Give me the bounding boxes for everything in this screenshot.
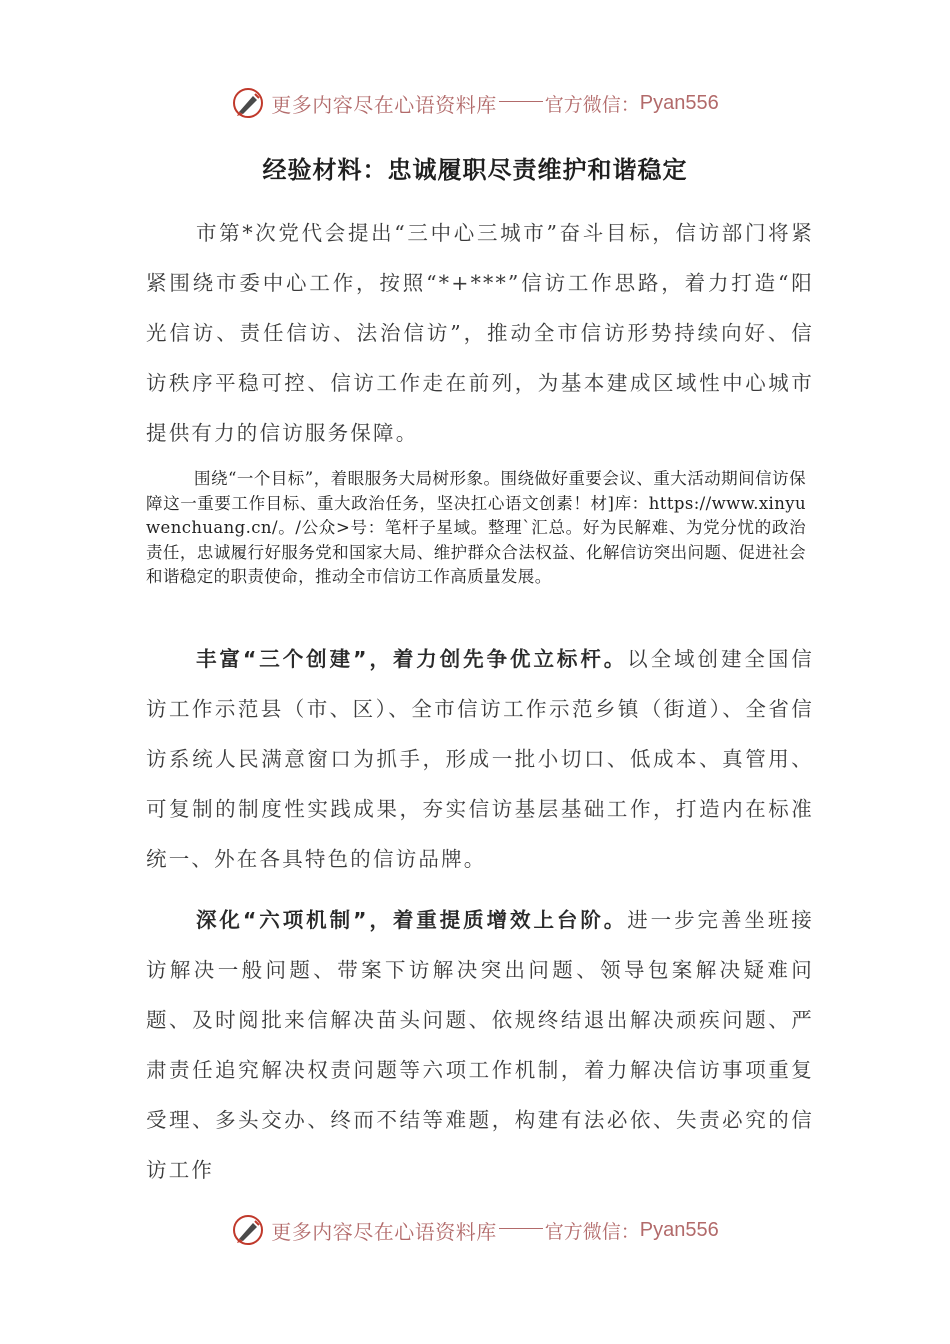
document-title: 经验材料：忠诚履职尽责维护和谐稳定 bbox=[262, 156, 688, 184]
paragraph-creation bbox=[146, 634, 814, 884]
banner-dash bbox=[499, 1228, 543, 1229]
footer-banner bbox=[0, 1210, 950, 1250]
paragraph-intro: 市第*次党代会提出“三中心三城市”奋斗目标，信访部门将紧紧围绕市委中心工作，按照“*+***”信访工作思路，着力打造“阳光信访、责任信访、法治信访”，推动全市信访形势持续向好、信访秩序平稳可控、信访工作走在前列，为基本建成区域性中心城市提供有力的信访服务保障。 bbox=[146, 221, 814, 445]
banner-text: 更多内容尽在心语资料库 bbox=[271, 92, 497, 117]
banner-wechat-id: Pyan556 bbox=[639, 91, 719, 114]
header-banner bbox=[0, 83, 950, 123]
paragraph-mechanism-body: 进一步完善坐班接访解决一般问题、带案下访解决突出问题、领导包案解决疑难问题、及时阅批来信解决苗头问题、依规终结退出解决顽疾问题、严肃责任追究解决权责问题等六项工作机制，着力解决信访事项重复受理、多头交办、终而不结等难题，构建有法必依、失责必究的信访工作 bbox=[146, 908, 814, 1182]
paragraph-goal: 围绕“一个目标”，着眼服务大局树形象。围绕做好重要会议、重大活动期间信访保障这一重要工作目标、重大政治任务，坚决扛心语文创素！材]库：https://www.xinyuwenchuang.cn/。/公众>号：笔杆子星域。整理`汇总。好为民解难、为党分忧的政治责任，忠诚履行好服务党和国家大局、维护群众合法权益、化解信访突出问题、促进社会和谐稳定的职责使命，推动全市信访工作高质量发展。 bbox=[146, 469, 806, 586]
paragraph-creation-lead: 丰富“三个创建”，着力创先争优立标杆。 bbox=[196, 647, 628, 671]
banner-wechat-id: Pyan556 bbox=[639, 1218, 719, 1241]
pen-nib-logo-icon bbox=[231, 86, 265, 120]
banner-dash bbox=[499, 101, 543, 102]
banner-wechat-label: 官方微信： bbox=[544, 93, 640, 116]
banner-wechat-label: 官方微信： bbox=[544, 1220, 640, 1243]
pen-nib-logo-icon bbox=[231, 1213, 265, 1247]
banner-text: 更多内容尽在心语资料库 bbox=[271, 1219, 497, 1244]
paragraph-mechanism-lead: 深化“六项机制”，着重提质增效上台阶。 bbox=[196, 908, 628, 932]
paragraph-mechanism bbox=[146, 895, 814, 1195]
paragraph-creation-body: 以全域创建全国信访工作示范县（市、区）、全市信访工作示范乡镇（街道）、全省信访系统人民满意窗口为抓手，形成一批小切口、低成本、真管用、可复制的制度性实践成果，夯实信访基层基础工作，打造内在标准统一、外在各具特色的信访品牌。 bbox=[146, 647, 814, 871]
